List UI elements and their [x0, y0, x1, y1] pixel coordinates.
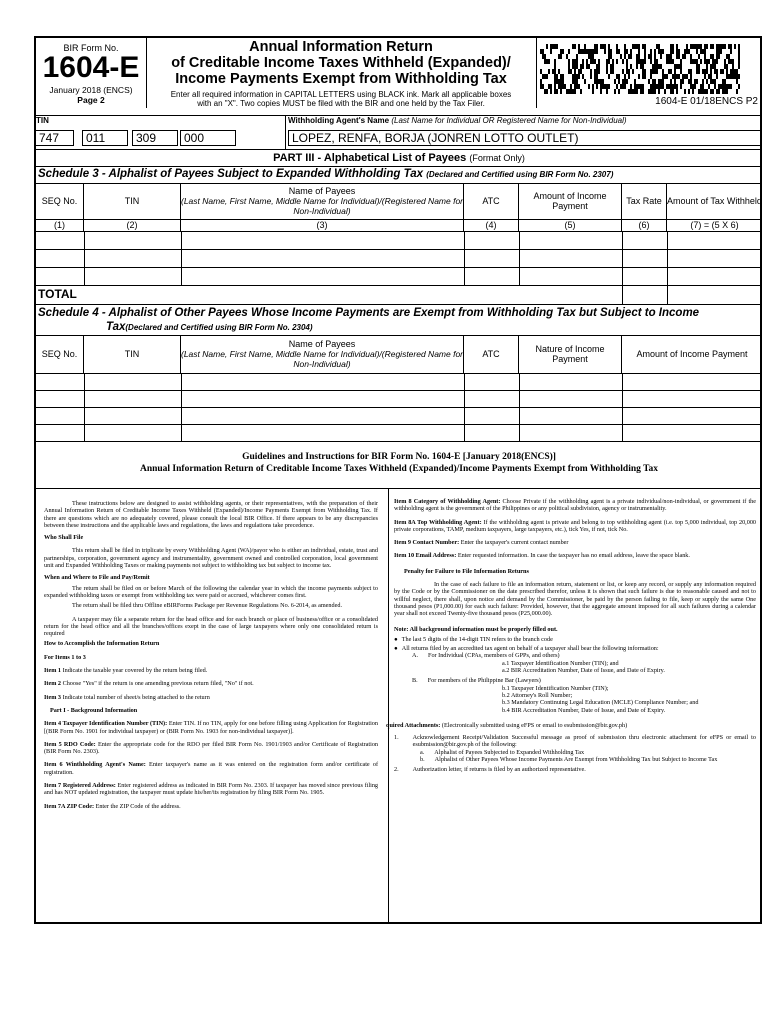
item-2: Item 2 Choose "Yes" if the return is one amending previous return filed, "No" if not. [44, 680, 254, 688]
attachments-title: quired Attachments: (Electronically submitted using eFPS or email to esubmission@bir.gov.ph) [386, 721, 628, 729]
item-8a: Item 8A Top Withholding Agent: If the withholding agent is private and belong to top withholding agent (i.e. top 5,000 individual, top 20,000 private corporations, TAMP, medium taxpayers, large taxpayers, etc.), tick Yes, if not, tick No. [394, 518, 757, 533]
guidelines-left-column [44, 500, 378, 813]
bullet-icon: ● [394, 635, 398, 643]
sch3-col-withheld: Amount of Tax Withheld [667, 196, 762, 206]
table-row[interactable] [36, 267, 762, 286]
who-shall-file-title: Who Shall File [44, 534, 84, 542]
sch3-num-3: (3) [181, 219, 464, 231]
form-number: 1604-E [42, 51, 140, 84]
sch3-num-1: (1) [36, 219, 84, 231]
sch3-col-name: Name of Payees (Last Name, First Name, Middle Name for Individual)/(Registered Name for Non-Individual) [181, 183, 464, 219]
form-id-block [36, 38, 147, 108]
item-7a: Item 7A ZIP Code: Enter the ZIP Code of the address. [44, 802, 181, 810]
attachment-1a: a. Alphalist of Payees Subjected to Expanded Withholding Tax [420, 748, 585, 756]
title-line-1: Annual Information Return [249, 39, 433, 55]
when-text-1: The return shall be filed on or before March of the following the calendar year in which the income payments subject to expanded withholding taxes or exempt from withholding tax were paid or accrued, whichever comes first. [44, 584, 378, 599]
guidelines-title: Guidelines and Instructions for BIR Form No. 1604-E [January 2018(ENCS)] [242, 452, 556, 462]
sch3-num-6: (6) [622, 219, 667, 231]
who-shall-file-text: This return shall be filed in triplicate by every Withholding Agent (WA)/payor who is either an individual, estate, trust and partnerships, corporation, government agency and instrumentality, government owned and controlled corporation, local government unit and Expanded Withholding Taxes or making payments not subject to withholding tax but subject to income tax. [44, 547, 378, 570]
bullet-icon: ● [394, 645, 398, 653]
sch4-col-seq: SEQ No. [36, 335, 84, 373]
sch3-num-4: (4) [464, 219, 519, 231]
sch3-col-amount: Amount of Income Payment [519, 183, 622, 219]
table-row[interactable] [36, 249, 762, 268]
table-row[interactable] [36, 231, 762, 250]
barcode-code: 1604-E 01/18ENCS P2 [655, 96, 758, 107]
when-text-2: The return shall be filed thru Offline eBIRForms Package per Revenue Regulations No. 6-2014, as amended. [72, 602, 343, 610]
bullet-2: ● All returns filed by an accredited tax agent on behalf of a taxpayer shall bear the following information: [394, 645, 659, 653]
title-line-2: of Creditable Income Taxes Withheld (Expanded)/ [171, 55, 511, 71]
table-row[interactable] [36, 407, 762, 425]
guidelines-subtitle: Annual Information Return of Creditable Income Taxes Withheld (Expanded)/Income Payments Exempt from Withholding Tax [139, 464, 659, 474]
penalty-text: In the case of each failure to file an information return, statement or list, or keep any record, or supply any information required by the Code or by the Commissioner on the date prescribed therefor, unless it is shown that such failure is due to reasonable caused and not to willful neglect, there shall, upon notice and demand by the Commissioner, be paid by the person failing to file, keep or supply the same One thousand pesos (P1,000.00) for each such failure: Provided, however, that the aggregate amount imposed for all such failures during a calendar year shall not exceed Twenty-five thousand pesos (P25,000.00). [394, 581, 756, 618]
sch3-col-seq: SEQ No. [36, 183, 84, 219]
table-row[interactable] [36, 424, 762, 441]
attachment-1b: b. Alphalist of Other Payees Whose Income Payments Are Exempt from Withholding Tax but Subject to Income Tax [420, 756, 718, 764]
sch4-col-nature: Nature of Income Payment [519, 335, 622, 373]
title-block [146, 38, 537, 108]
items-1-3-title: For Items 1 to 3 [44, 653, 86, 661]
table-row[interactable] [36, 390, 762, 408]
tin-field-1[interactable]: 747 [36, 130, 74, 146]
schedule4-title: Schedule 4 - Alphalist of Other Payees Whose Income Payments are Exempt from Withholding Tax but Subject to Income Tax(Declared and Certified using BIR Form No. 2304) [38, 307, 700, 333]
barcode-block [536, 38, 762, 108]
tin-field-4[interactable]: 000 [180, 130, 236, 146]
agent-name-label: Withholding Agent's Name (Last Name for Individual OR Registered Name for Non-Individual) [288, 116, 627, 125]
table-row[interactable] [36, 373, 762, 391]
tin-field-3[interactable]: 309 [132, 130, 178, 146]
item-8: Item 8 Category of Withholding Agent: Choose Private if the withholding agent is a private individual/non-individual, or government if the withholding agent is the government of the Philippines or any political subdivision, agency or instrumentality. [394, 498, 757, 513]
item-3: Item 3 Indicate total number of sheet/s being attached to the return [44, 693, 210, 701]
sch3-col-atc: ATC [464, 183, 519, 219]
schedule3-title: Schedule 3 - Alphalist of Payees Subject to Expanded Withholding Tax (Declared and Certified using BIR Form No. 2307) [38, 168, 614, 180]
accredited-list: A. For Individual (CPAs, members of GPPs, and others) a.1 Taxpayer Identification Number (TIN); and a.2 BIR Accreditation Number, Date of Issue, and Date of Expiry. B. For members of the Philippine Bar (Lawyers) b.1 Taxpayer Identification Number (TIN); b.2 Attorney's Roll Number; b.3 Mandatory Continuing Legal Education (MCLE) Compliance Number; and b.4 BIR Accreditation Number, Date of Issue, and Date of Expiry. [412, 652, 699, 714]
tin-field-2[interactable]: 011 [82, 130, 128, 146]
attachment-1: 1. Acknowledgement Receipt/Validation Successful message as proof of submission thru electronic attachment for eFPS or email to esubmission@bir.gov.ph of the following: [394, 734, 756, 749]
form-date: January 2018 (ENCS) [49, 85, 133, 95]
sch3-num-7: (7) = (5 X 6) [690, 220, 739, 230]
form-no-label: BIR Form No. [63, 43, 119, 53]
item-9: Item 9 Contact Number: Enter the taxpayer's current contact number [394, 539, 569, 547]
attachment-2: 2. Authorization letter, if returns is filed by an authorized representative. [394, 766, 586, 774]
item-5: Item 5 RDO Code: Enter the appropriate code for the RDO per filed BIR Form No. 1901/1903 and/or Certificate of Registration (BIR Form No. 2303). [44, 740, 379, 756]
total-label: TOTAL [38, 287, 77, 301]
sch3-col-tin: TIN [84, 183, 181, 219]
when-title: When and Where to File and Pay/Remit [44, 574, 150, 582]
guidelines-right-column [386, 498, 757, 774]
schedule4-rows [36, 373, 762, 441]
sch4-col-tin: TIN [84, 335, 181, 373]
note-title: Note: All background information must be properly filled out. [394, 625, 558, 633]
item-10: Item 10 Email Address: Enter requested information. In case the taxpayer has no email address, leave the space blank. [394, 552, 690, 560]
schedule3-number-row [36, 219, 762, 231]
page-number: Page 2 [77, 95, 105, 105]
part3-title: PART III - Alphabetical List of Payees (Format Only) [273, 152, 525, 164]
instruction-line-2: with an "X". Two copies MUST be filed with the BIR and one held by the Tax Filer. [197, 99, 485, 108]
how-title: How to Accomplish the Information Return [44, 640, 160, 648]
tin-label: TIN [36, 116, 49, 125]
barcode-image [540, 44, 740, 94]
item-4: Item 4 Taxpayer Identification Number (TIN): Enter TIN. If no TIN, apply for one before filling using Application for Registration [(BIR Form No. 1901 for individual taxpayer) or (BIR Form No. 1903 for non-individual taxpayer)]. [44, 720, 378, 735]
schedule3-rows [36, 231, 762, 285]
sch4-col-name: Name of Payees (Last Name, First Name, Middle Name for Individual)/(Registered Name for Non-Individual) [181, 335, 464, 373]
sch4-col-atc: ATC [464, 335, 519, 373]
bullet-1: ● The last 5 digits of the 14-digit TIN refers to the branch code [394, 635, 553, 643]
agent-name-field[interactable]: LOPEZ, RENFA, BORJA (JONREN LOTTO OUTLET) [288, 130, 762, 146]
item-1: Item 1 Indicate the taxable year covered by the return being filed. [44, 667, 208, 675]
intro-text: These instructions below are designed to assist withholding agents, or their representatives, with the preparation of their Annual Information Return of Creditable Income Taxes Withheld (Expanded)/Income Payments Exempt from Withholding Tax. If there are questions which are no adequately covered, please consult the local BIR Office. If there appears to be any discrepancies between these instructions and the applicable laws and regulations, the laws and regulations take precedence. [44, 500, 378, 529]
form-1604e-page2 [34, 36, 762, 924]
when-text-3: A taxpayer may file a separate return for the head office and for each branch or place of business/office or a consolidated return for the head office and all the branches/offices exept in the case of large taxpayers where only one consolidated return is required [44, 615, 378, 638]
part1-title: Part I - Background Information [50, 706, 138, 714]
sch3-col-rate: Tax Rate [622, 183, 667, 219]
sch3-num-5: (5) [519, 219, 622, 231]
penalty-title: Penalty for Failure to File Information Returns [404, 567, 529, 575]
item-6: Item 6 Winthholding Agent's Name: Enter taxpayer's name as it was entered on the registration form and/or certificate of registration. [44, 761, 379, 776]
schedule3-header-row [36, 183, 762, 219]
sch3-num-2: (2) [84, 219, 181, 231]
item-7: Item 7 Registered Address: Enter registered address as indicated in BIR Form No. 2303. If taxpayer has moved since previous filing and has NOT updated registration, the taxpayer must update his/her/its registration by filing BIR Form No. 1905. [44, 782, 379, 797]
title-line-3: Income Payments Exempt from Withholding Tax [175, 71, 507, 87]
schedule4-header-row [36, 335, 762, 373]
sch4-col-amount: Amount of Income Payment [636, 349, 748, 359]
instruction-line-1: Enter all required information in CAPITAL LETTERS using BLACK ink. Mark all applicable boxes [170, 90, 512, 99]
total-row [36, 285, 762, 304]
